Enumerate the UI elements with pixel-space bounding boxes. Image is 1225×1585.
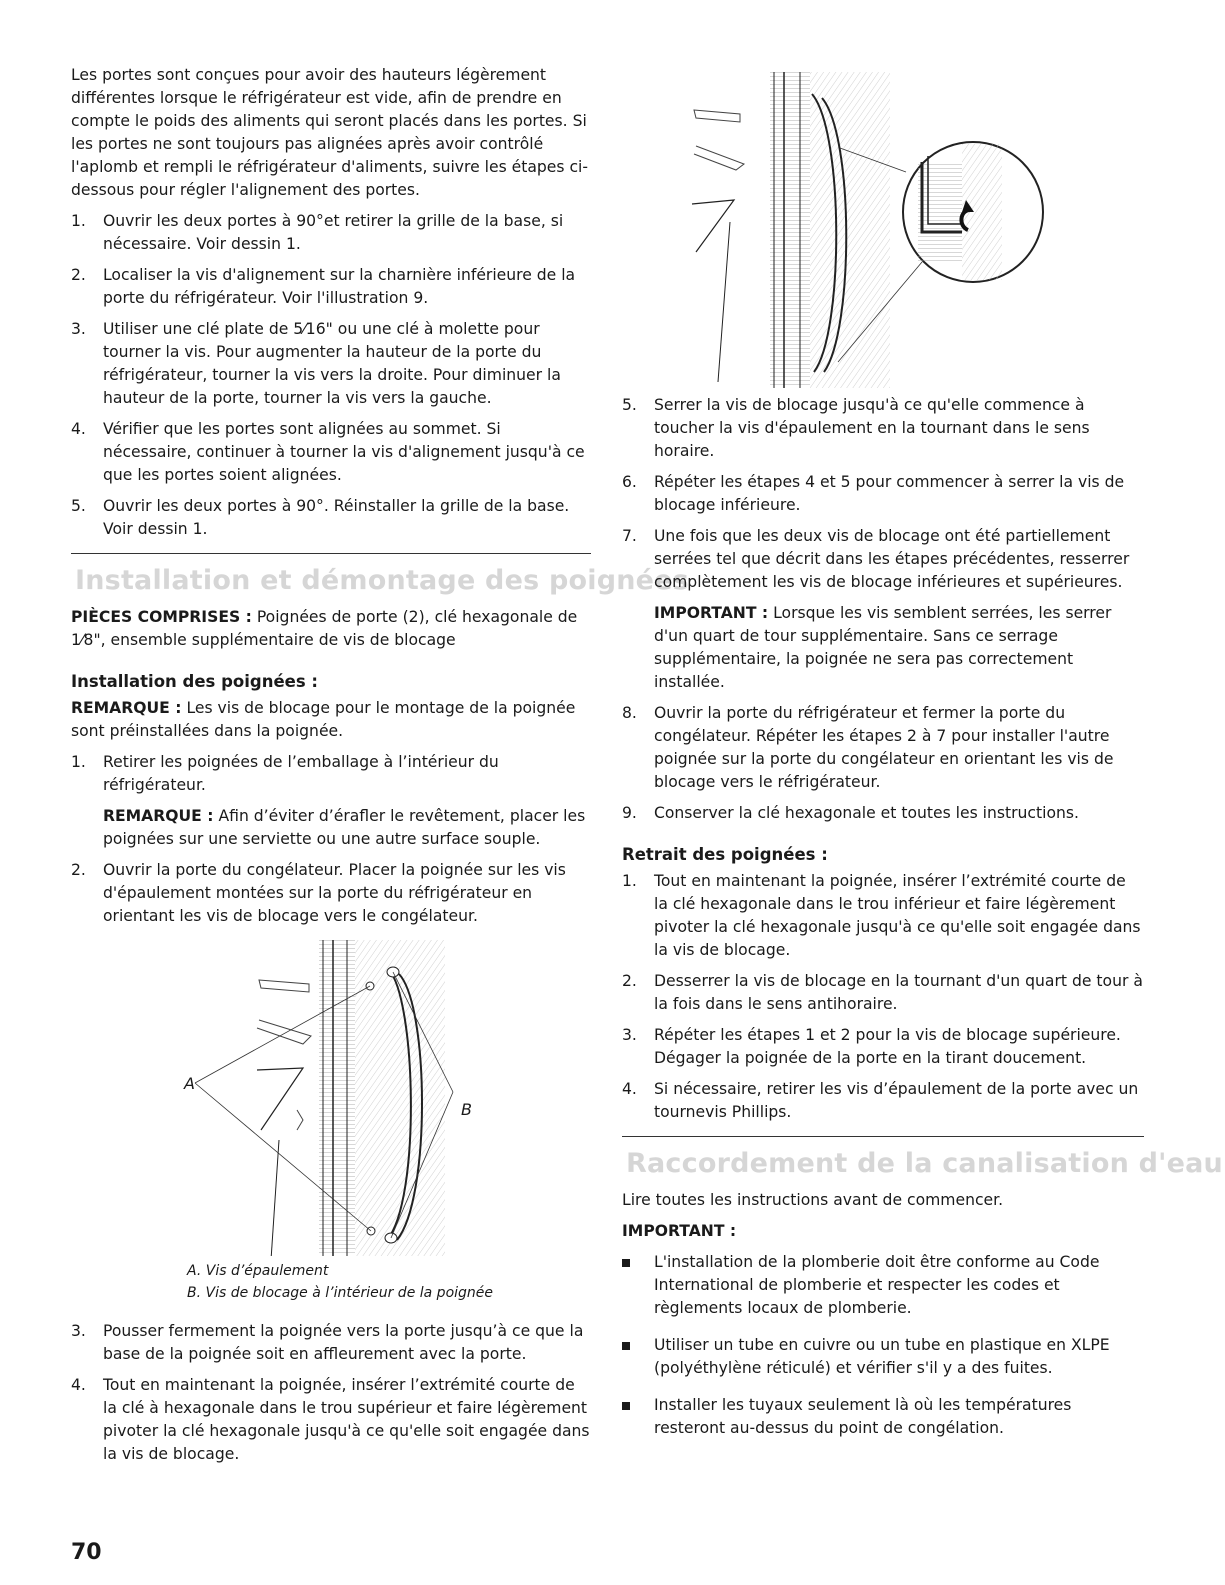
list-item: 2. Desserrer la vis de blocage en la tournant d'un quart de tour à la fois dans le sens antihoraire.	[622, 972, 1143, 1013]
list-item: Utiliser un tube en cuivre ou un tube en plastique en XLPE (polyéthylène réticulé) et vérifier s'il y a des fuites.	[622, 1334, 1144, 1380]
list-item: 4. Vérifier que les portes sont alignées au sommet. Si nécessaire, continuer à tourner la vis d'alignement jusqu'à ce que les portes soient alignées.	[71, 420, 585, 484]
list-item: 5. Ouvrir les deux portes à 90°. Réinstaller la grille de la base. Voir dessin 1.	[71, 497, 570, 538]
list-item: 6. Répéter les étapes 4 et 5 pour commencer à serrer la vis de blocage inférieure.	[622, 473, 1125, 514]
list-item: 2. Localiser la vis d'alignement sur la charnière inférieure de la porte du réfrigérateur. Voir l'illustration 9.	[71, 266, 576, 307]
list-item: 3. Utiliser une clé plate de 5⁄16" ou une clé à molette pour tourner la vis. Pour augmenter la hauteur de la porte du réfrigérateur, tourner la vis vers la droite. Pour diminuer la hauteur de la porte, tourner la vis vers la gauche.	[71, 320, 561, 407]
list-item: 1. Ouvrir les deux portes à 90°et retirer la grille de la base, si nécessaire. Voir dessin 1.	[71, 212, 564, 253]
list-item: L'installation de la plomberie doit être conforme au Code International de plomberie et respecter les codes et règlements locaux de plomberie.	[622, 1251, 1144, 1320]
figure-label-b: B	[461, 1100, 472, 1119]
intro-paragraph: Les portes sont conçues pour avoir des hauteurs légèrement différentes lorsque le réfrigérateur est vide, afin de prendre en compte le poids des aliments qui seront placés dans les portes. Si les portes ne sont toujours pas alignées après avoir contrôlé l'aplomb et rempli le réfrigérateur d'aliments, suivre les étapes ci-dessous pour régler l'alignement des portes.	[71, 66, 589, 199]
bullet-icon	[622, 1251, 654, 1320]
important-note: IMPORTANT : Lorsque les vis semblent serrées, les serrer d'un quart de tour supplémentaire. Sans ce serrage supplémentaire, la poignée ne sera pas correctement installée.	[654, 604, 1112, 691]
page-number: 70	[71, 1540, 102, 1565]
handle-install-figure	[71, 940, 591, 1256]
list-item: 1. Tout en maintenant la poignée, insérer l’extrémité courte de la clé hexagonale dans le trou inférieur et faire légèrement pivoter la clé hexagonale jusqu'à ce qu'elle soit engagée dans la vis de blocage.	[622, 872, 1141, 959]
wrench-illustration	[622, 72, 1144, 388]
list-item: 9. Conserver la clé hexagonale et toutes les instructions.	[622, 804, 1079, 822]
list-item: 1. Retirer les poignées de l’emballage à l’intérieur du réfrigérateur.	[71, 753, 499, 794]
bullet-icon	[622, 1334, 654, 1380]
list-item: 3. Répéter les étapes 1 et 2 pour la vis de blocage supérieure. Dégager la poignée de la porte en la tirant doucement.	[622, 1026, 1121, 1067]
list-item: 8. Ouvrir la porte du réfrigérateur et fermer la porte du congélateur. Répéter les étapes 2 à 7 pour installer l'autre poignée sur la porte du congélateur en orientant les vis de blocage vers le réfrigérateur.	[622, 704, 1114, 791]
list-item: 3. Pousser fermement la poignée vers la porte jusqu’à ce que la base de la poignée soit en affleurement avec la porte.	[71, 1322, 584, 1363]
important-heading: IMPORTANT :	[622, 1222, 737, 1240]
figure-caption: A. Vis d’épaulement B. Vis de blocage à l’intérieur de la poignée	[187, 1263, 494, 1301]
section-divider	[622, 1136, 1144, 1137]
wrench-detail-figure	[622, 72, 1144, 388]
subheading-install: Installation des poignées :	[71, 672, 319, 691]
figure-label-a: A	[184, 1074, 195, 1093]
bullet-icon	[622, 1394, 654, 1440]
read-instructions: Lire toutes les instructions avant de commencer.	[622, 1191, 1004, 1209]
section-divider	[71, 553, 591, 554]
list-item: 7. Une fois que les deux vis de blocage ont été partiellement serrées tel que décrit dans les étapes précédentes, resserrer complètement les vis de blocage inférieures et supérieures.	[622, 527, 1130, 591]
parts-included: PIÈCES COMPRISES : Poignées de porte (2), clé hexagonale de 1⁄8", ensemble supplémentaire de vis de blocage	[71, 608, 578, 649]
remarque-note: REMARQUE : Les vis de blocage pour le montage de la poignée sont préinstallées dans la poignée.	[71, 699, 576, 740]
list-item: 2. Ouvrir la porte du congélateur. Placer la poignée sur les vis d'épaulement montées sur la porte du réfrigérateur en orientant les vis de blocage vers le congélateur.	[71, 861, 566, 925]
list-item: 5. Serrer la vis de blocage jusqu'à ce qu'elle commence à toucher la vis d'épaulement en la tournant dans le sens horaire.	[622, 396, 1090, 460]
alignment-steps	[71, 210, 591, 541]
list-item: 4. Si nécessaire, retirer les vis d’épaulement de la porte avec un tournevis Phillips.	[622, 1080, 1139, 1121]
list-item: Installer les tuyaux seulement là où les températures resteront au-dessus du point de congélation.	[622, 1394, 1144, 1440]
subheading-removal: Retrait des poignées :	[622, 845, 828, 864]
section-title-water-line: Raccordement de la canalisation d'eau	[626, 1148, 1223, 1179]
right-column	[622, 72, 1223, 1454]
handle-illustration	[71, 940, 591, 1256]
list-item: 4. Tout en maintenant la poignée, insérer l’extrémité courte de la clé à hexagonale dans le trou supérieur et faire légèrement pivoter la clé hexagonale jusqu'à ce qu'elle soit engagée dans la vis de blocage.	[71, 1376, 590, 1463]
remarque-note-2: REMARQUE : Afin d’éviter d’érafler le revêtement, placer les poignées sur une serviette ou une autre surface souple.	[103, 807, 586, 848]
section-title-handles: Installation et démontage des poignées	[75, 565, 689, 596]
